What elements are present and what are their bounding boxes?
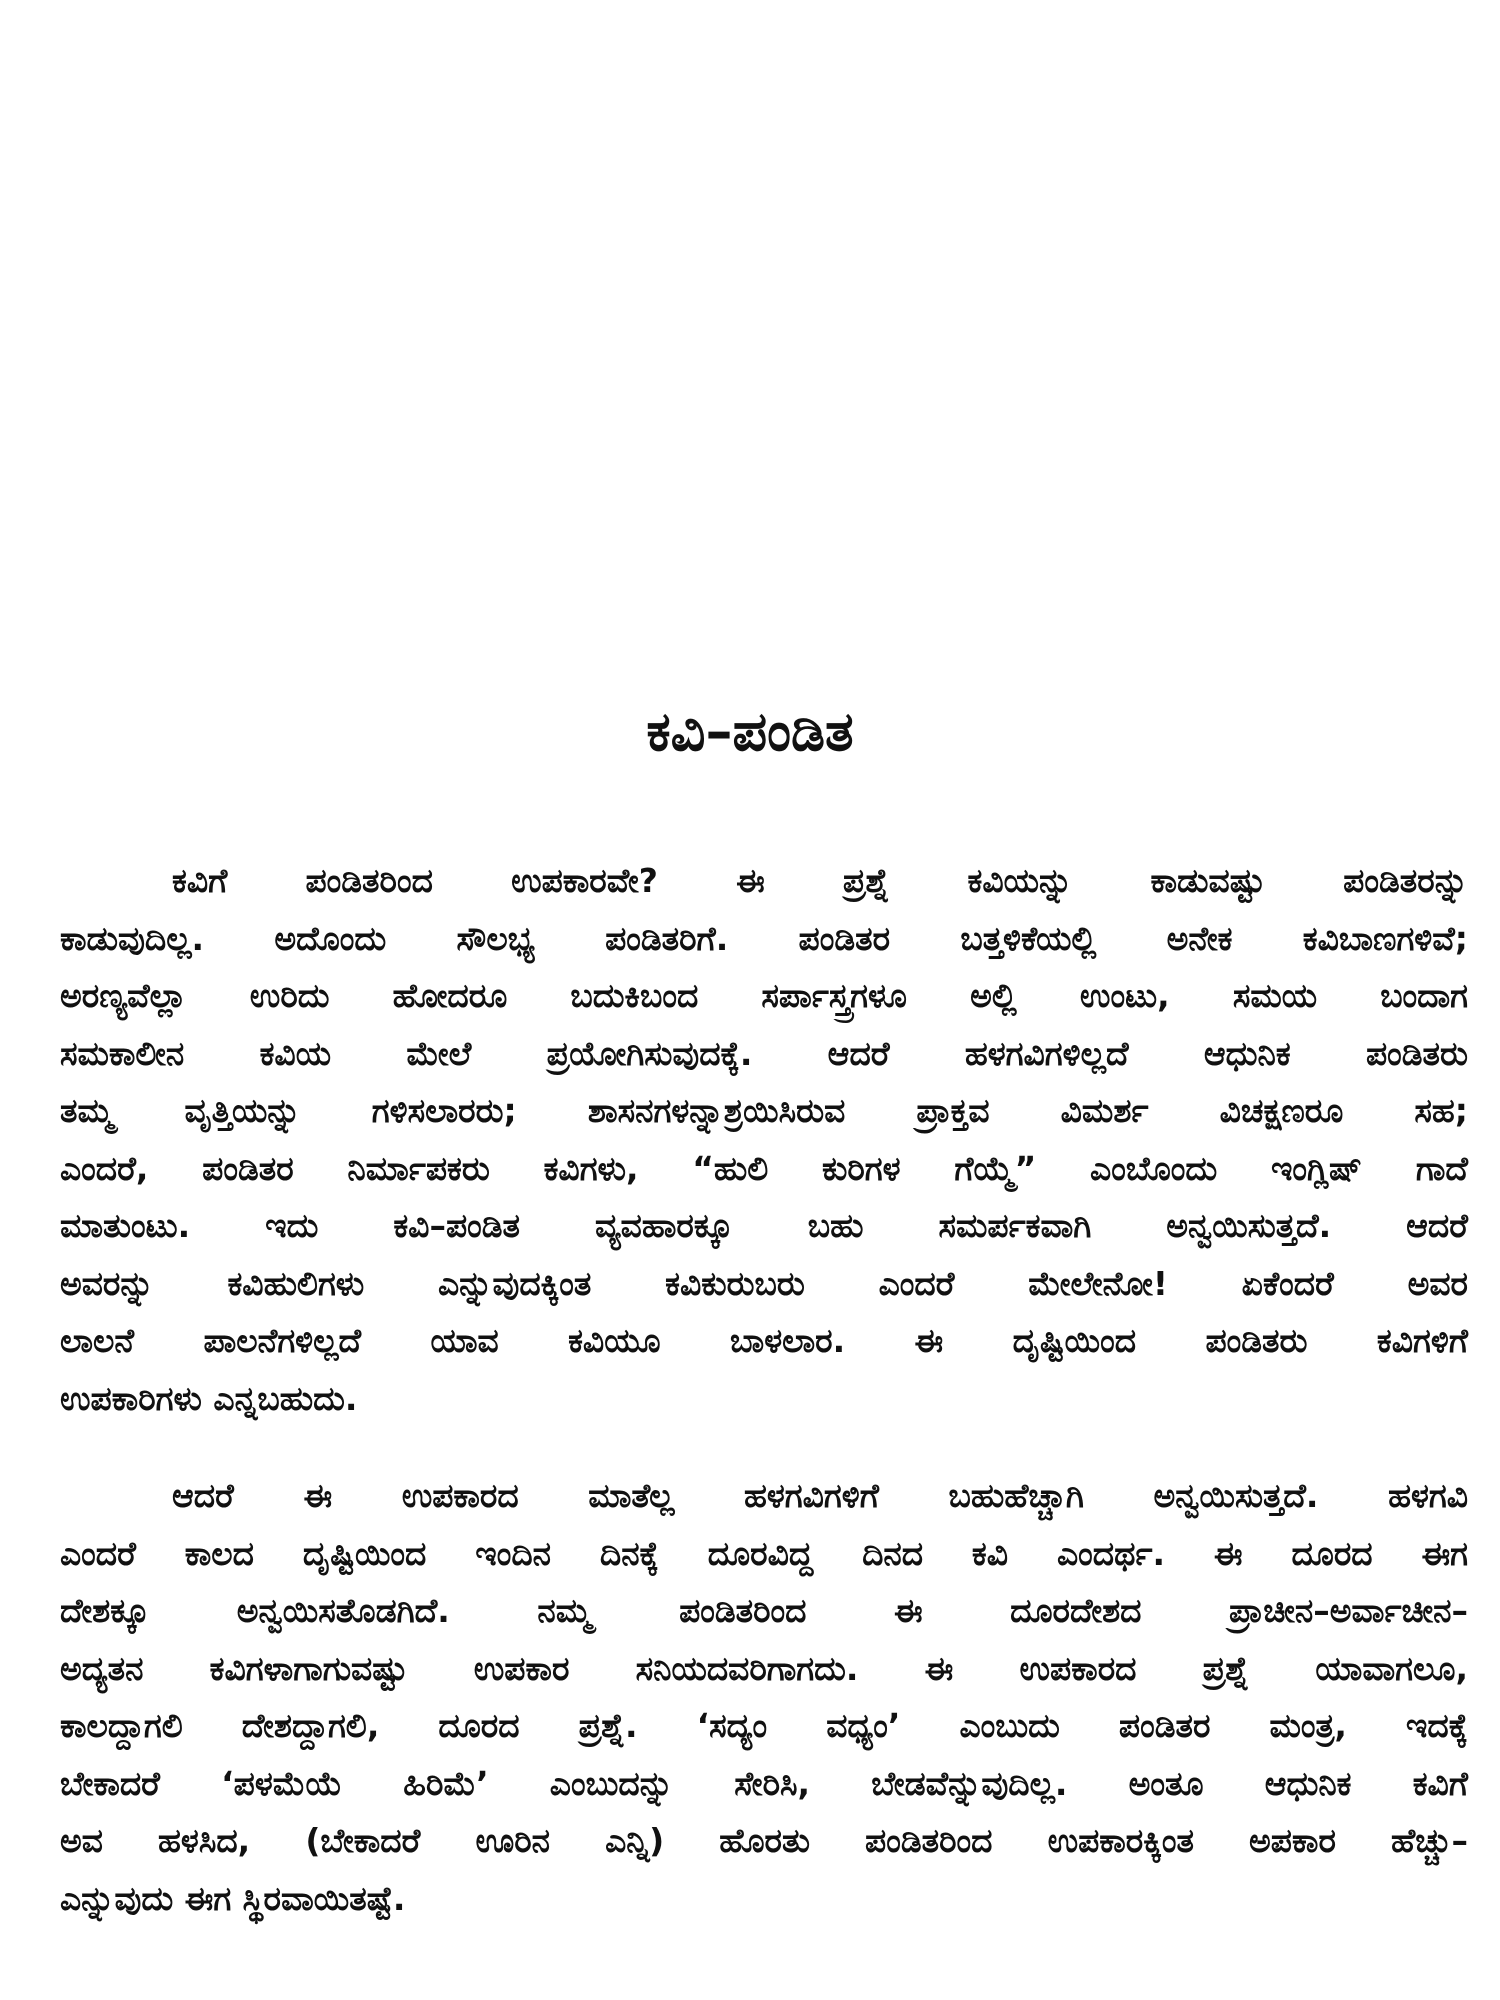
text-line: ಎನ್ನುವುದು ಈಗ ಸ್ಥಿರವಾಯಿತಷ್ಟೆ. [60,1878,406,1918]
text-line: ಮಾತುಂಟು. ಇದು ಕವಿ–ಪಂಡಿತ ವ್ಯವಹಾರಕ್ಕೂ ಬಹು ಸಮರ್ಪಕವಾಗಿ ಅನ್ವಯಿಸುತ್ತದೆ. ಆದರೆ [60,1206,1468,1245]
text-line: ಎಂದರೆ ಕಾಲದ ದೃಷ್ಟಿಯಿಂದ ಇಂದಿನ ದಿನಕ್ಕೆ ದೂರವಿದ್ದ ದಿನದ ಕವಿ ಎಂದರ್ಥ. ಈ ದೂರದ ಈಗ [60,1533,1468,1573]
text-line: ಸಮಕಾಲೀನ ಕವಿಯ ಮೇಲೆ ಪ್ರಯೋಗಿಸುವುದಕ್ಕೆ. ಆದರೆ ಹಳಗವಿಗಳಿಲ್ಲದೆ ಆಧುನಿಕ ಪಂಡಿತರು [60,1033,1468,1073]
text-line: ಲಾಲನೆ ಪಾಲನೆಗಳಿಲ್ಲದೆ ಯಾವ ಕವಿಯೂ ಬಾಳಲಾರ. ಈ ದೃಷ್ಟಿಯಿಂದ ಪಂಡಿತರು ಕವಿಗಳಿಗೆ [60,1321,1468,1360]
text-line: ಅವರನ್ನು ಕವಿಹುಲಿಗಳು ಎನ್ನುವುದಕ್ಕಿಂತ ಕವಿಕುರುಬರು ಎಂದರೆ ಮೇಲೇನೋ! ಏಕೆಂದರೆ ಅವರ [60,1263,1468,1303]
text-line: ಕಾಲದ್ದಾಗಲಿ ದೇಶದ್ದಾಗಲಿ, ದೂರದ ಪ್ರಶ್ನೆ. ‘ಸದ್ಯಂ ವಧ್ಯಂ’ ಎಂಬುದು ಪಂಡಿತರ ಮಂತ್ರ, ಇದಕ್ಕೆ [60,1706,1468,1745]
paragraph-2 [60,1467,1468,1927]
text-line: ಕವಿಗೆ ಪಂಡಿತರಿಂದ ಉಪಕಾರವೇ? ಈ ಪ್ರಶ್ನೆ ಕವಿಯನ್ನು ಕಾಡುವಷ್ಟು ಪಂಡಿತರನ್ನು [172,861,1468,900]
text-line: ಎಂದರೆ, ಪಂಡಿತರ ನಿರ್ಮಾಪಕರು ಕವಿಗಳು, “ಹುಲಿ ಕುರಿಗಳ ಗೆಯ್ಮೆ” ಎಂಬೊಂದು ಇಂಗ್ಲಿಷ್ ಗಾದೆ [60,1148,1468,1188]
page-title: ಕವಿ–ಪಂಡಿತ [646,700,854,763]
text-line: ಅವ ಹಳಸಿದ, (ಬೇಕಾದರೆ ಊರಿನ ಎನ್ನಿ) ಹೊರತು ಪಂಡಿತರಿಂದ ಉಪಕಾರಕ್ಕಿಂತ ಅಪಕಾರ ಹೆಚ್ಚು– [60,1821,1468,1860]
text-line: ಉಪಕಾರಿಗಳು ಎನ್ನಬಹುದು. [60,1378,358,1418]
text-line: ದೇಶಕ್ಕೂ ಅನ್ವಯಿಸತೊಡಗಿದೆ. ನಮ್ಮ ಪಂಡಿತರಿಂದ ಈ ದೂರದೇಶದ ಪ್ರಾಚೀನ–ಅರ್ವಾಚೀನ– [60,1591,1468,1630]
text-line: ಬೇಕಾದರೆ ‘ಪಳಮೆಯೆ ಹಿರಿಮೆ’ ಎಂಬುದನ್ನು ಸೇರಿಸಿ, ಬೇಡವೆನ್ನುವುದಿಲ್ಲ. ಅಂತೂ ಆಧುನಿಕ ಕವಿಗೆ [60,1763,1469,1803]
text-line: ಕಾಡುವುದಿಲ್ಲ. ಅದೊಂದು ಸೌಲಭ್ಯ ಪಂಡಿತರಿಗೆ. ಪಂಡಿತರ ಬತ್ತಳಿಕೆಯಲ್ಲಿ ಅನೇಕ ಕವಿಬಾಣಗಳಿವೆ; [60,918,1468,958]
text-line: ಅರಣ್ಯವೆಲ್ಲಾ ಉರಿದು ಹೋದರೂ ಬದುಕಿಬಂದ ಸರ್ಪಾಸ್ತ್ರಗಳೂ ಅಲ್ಲಿ ಉಂಟು, ಸಮಯ ಬಂದಾಗ [60,976,1468,1015]
text-line: ಅದ್ಯತನ ಕವಿಗಳಾಗಾಗುವಷ್ಟು ಉಪಕಾರ ಸನಿಯದವರಿಗಾಗದು. ಈ ಉಪಕಾರದ ಪ್ರಶ್ನೆ ಯಾವಾಗಲೂ, [60,1648,1468,1688]
text-line: ತಮ್ಮ ವೃತ್ತಿಯನ್ನು ಗಳಿಸಲಾರರು; ಶಾಸನಗಳನ್ನಾಶ್ರಯಿಸಿರುವ ಪ್ರಾಕ್ತವ ವಿಮರ್ಶ ವಿಚಕ್ಷಣರೂ ಸಹ; [60,1091,1468,1130]
paragraph-1 [60,852,1468,1427]
text-line: ಆದರೆ ಈ ಉಪಕಾರದ ಮಾತೆಲ್ಲ ಹಳಗವಿಗಳಿಗೆ ಬಹುಹೆಚ್ಚಾಗಿ ಅನ್ವಯಿಸುತ್ತದೆ. ಹಳಗವಿ [172,1476,1468,1515]
